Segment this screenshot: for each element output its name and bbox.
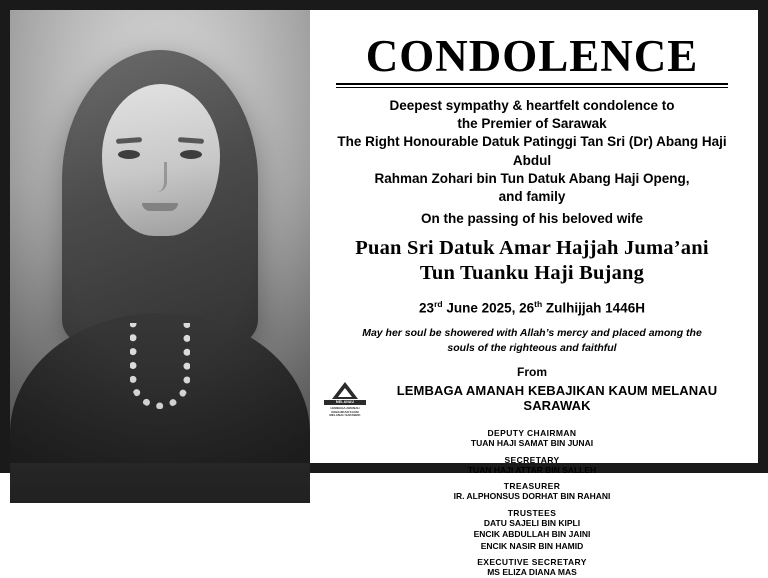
officer-title: DEPUTY CHAIRMAN xyxy=(487,428,577,439)
sympathy-line: The Right Honourable Datuk Patinggi Tan Sri (Dr) Abang Haji Abdul xyxy=(337,134,727,168)
page-title: CONDOLENCE xyxy=(365,31,699,81)
officer-title: TREASURER xyxy=(503,481,561,492)
date-prefix: 23 xyxy=(419,300,435,316)
deceased-name-line: Puan Sri Datuk Amar Hajjah Juma’ani xyxy=(355,236,709,259)
divider-line xyxy=(336,83,728,88)
sympathy-line: Rahman Zohari bin Tun Datuk Abang Haji Openg, xyxy=(374,170,690,186)
from-label: From xyxy=(517,365,547,380)
sympathy-line: the Premier of Sarawak xyxy=(457,116,607,132)
date-of-passing xyxy=(419,299,645,316)
officer-name: MS ELIZA DIANA MAS xyxy=(487,567,577,577)
date-suffix: Zulhijjah 1446H xyxy=(542,300,645,316)
officer-name: TUAN HAJI SAMAT BIN JUNAI xyxy=(470,438,594,449)
date-middle: June 2025, 26 xyxy=(442,300,535,316)
prayer-line: souls of the righteous and faithful xyxy=(447,342,617,355)
sympathy-line: and family xyxy=(498,189,566,205)
poster-card xyxy=(10,10,758,577)
officer-title: EXECUTIVE SECRETARY xyxy=(477,557,587,567)
portrait-image xyxy=(10,10,310,463)
passing-line: On the passing of his beloved wife xyxy=(420,211,644,227)
date-ordinal-2: th xyxy=(534,299,543,310)
officer-name: DATU SAJELI BIN KIPLI xyxy=(483,517,581,528)
prayer-text xyxy=(362,326,702,358)
title-divider xyxy=(324,83,740,88)
prayer-line: May her soul be showered with Allah’s mercy and placed among the xyxy=(362,326,702,339)
sympathy-line: Deepest sympathy & heartfelt condolence to xyxy=(389,98,675,113)
logo-caption: LEMBAGA AMANAH KEBAJIKAN KAUM MELANAU SARAWAK xyxy=(329,406,361,417)
sympathy-block xyxy=(324,97,740,206)
officers-list xyxy=(454,423,611,578)
organisation-row xyxy=(324,381,740,415)
date-ordinal-1: rd xyxy=(434,299,443,310)
logo-triangle-inner xyxy=(338,388,352,397)
officer-name: TUAN HAJI ATTAR BIN SALLEH xyxy=(467,464,597,475)
poster-content xyxy=(310,10,758,577)
melanau-logo-icon xyxy=(324,381,366,415)
officer-title: SECRETARY xyxy=(504,454,560,465)
officer-name: IR. ALPHONSUS DORHAT BIN RAHANI xyxy=(453,491,611,502)
organisation-name: LEMBAGA AMANAH KEBAJIKAN KAUM MELANAU SARAWAK xyxy=(396,383,718,414)
officer-name: ENCIK NASIR BIN HAMID xyxy=(480,540,584,551)
deceased-name-line: Tun Tuanku Haji Bujang xyxy=(419,262,645,285)
logo-wordmark: MELANAU xyxy=(324,400,366,405)
deceased-name xyxy=(355,236,708,288)
photo-vignette xyxy=(10,10,310,463)
officer-name: ENCIK ABDULLAH BIN JAINI xyxy=(473,529,591,540)
portrait-photo xyxy=(10,10,310,463)
officer-title: TRUSTEES xyxy=(507,507,557,518)
